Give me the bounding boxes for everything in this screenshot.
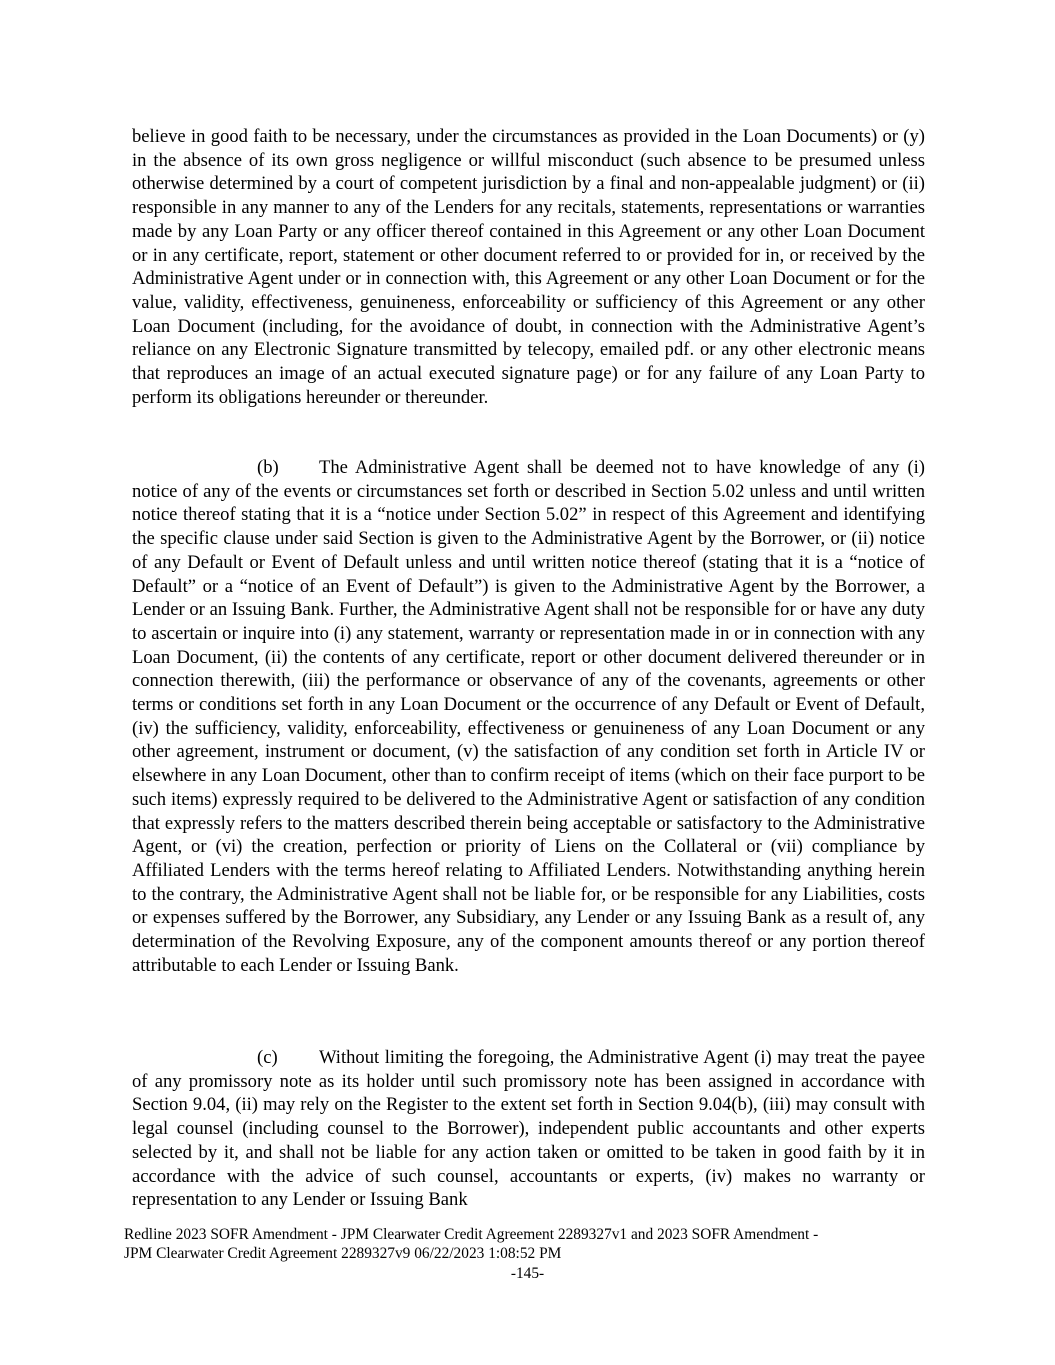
paragraph-c	[132, 1046, 925, 1212]
paragraph-continuation-text: believe in good faith to be necessary, under the circumstances as provided in the Loan Documents) or (y) in the absence of its own gross negligence or willful misconduct (such absence to be presumed unless otherwise determined by a court of competent jurisdiction by a final and non-appealable judgment) or (ii) responsible in any manner to any of the Lenders for any recitals, statements, representations or warranties made by any Loan Party or any officer thereof contained in this Agreement or any other Loan Document or in any certificate, report, statement or other document referred to or provided for in, or received by the Administrative Agent under or in connection with, this Agreement or any other Loan Document or for the value, validity, effectiveness, genuineness, enforceability or sufficiency of this Agreement or any other Loan Document (including, for the avoidance of doubt, in connection with the Administrative Agent’s reliance on any Electronic Signature transmitted by telecopy, emailed pdf. or any other electronic means that reproduces an image of an actual executed signature page) or for any failure of any Loan Party to perform its obligations hereunder or thereunder.	[132, 126, 925, 408]
document-footer	[124, 1225, 924, 1263]
paragraph-continuation	[132, 125, 925, 409]
paragraph-c-text: Without limiting the foregoing, the Administrative Agent (i) may treat the payee of any promissory note as its holder until such promissory note has been assigned in accordance with Section 9.04, (ii) may rely on the Register to the extent set forth in Section 9.04(b), (iii) may consult with legal counsel (including counsel to the Borrower), independent public accountants and other experts selected by it, and shall not be liable for any action taken or omitted to be taken in good faith by it in accordance with the advice of such counsel, accountants or experts, (iv) makes no warranty or representation to any Lender or Issuing Bank	[132, 1047, 925, 1211]
footer-line-2: JPM Clearwater Credit Agreement 2289327v9 06/22/2023 1:08:52 PM	[124, 1245, 562, 1262]
footer-line-1: Redline 2023 SOFR Amendment - JPM Clearwater Credit Agreement 2289327v1 and 2023 SOFR Amendment -	[124, 1226, 819, 1243]
paragraph-c-label: (c)	[257, 1047, 278, 1068]
paragraph-b	[132, 456, 925, 977]
paragraph-b-text: The Administrative Agent shall be deemed not to have knowledge of any (i) notice of any of the events or circumstances set forth or described in Section 5.02 unless and until written notice thereof stating that it is a “notice under Section 5.02” in respect of this Agreement and identifying the specific clause under said Section is given to the Administrative Agent by the Borrower, or (ii) notice of any Default or Event of Default unless and until written notice thereof (stating that it is a “notice of Default” or a “notice of an Event of Default”) is given to the Administrative Agent by the Borrower, a Lender or an Issuing Bank. Further, the Administrative Agent shall not be responsible for or have any duty to ascertain or inquire into (i) any statement, warranty or representation made in or in connection with any Loan Document, (ii) the contents of any certificate, report or other document delivered thereunder or in connection therewith, (iii) the performance or observance of any of the covenants, agreements or other terms or conditions set forth in any Loan Document or the occurrence of any Default or Event of Default, (iv) the sufficiency, validity, enforceability, effectiveness or genuineness of any Loan Document or any other agreement, instrument or document, (v) the satisfaction of any condition set forth in Article IV or elsewhere in any Loan Document, other than to confirm receipt of items (which on their face purport to be such items) expressly required to be delivered to the Administrative Agent or satisfaction of any condition that expressly refers to the matters described therein being acceptable or satisfactory to the Administrative Agent, or (vi) the creation, perfection or priority of Liens on the Collateral or (vii) compliance by Affiliated Lenders with the terms hereof relating to Affiliated Lenders. Notwithstanding anything herein to the contrary, the Administrative Agent shall not be liable for, or be responsible for any Liabilities, costs or expenses suffered by the Borrower, any Subsidiary, any Lender or any Issuing Bank as a result of, any determination of the Revolving Exposure, any of the component amounts thereof or any portion thereof attributable to each Lender or Issuing Bank.	[132, 457, 925, 976]
page-number: -145-	[510, 1265, 545, 1282]
paragraph-b-label: (b)	[257, 457, 279, 478]
